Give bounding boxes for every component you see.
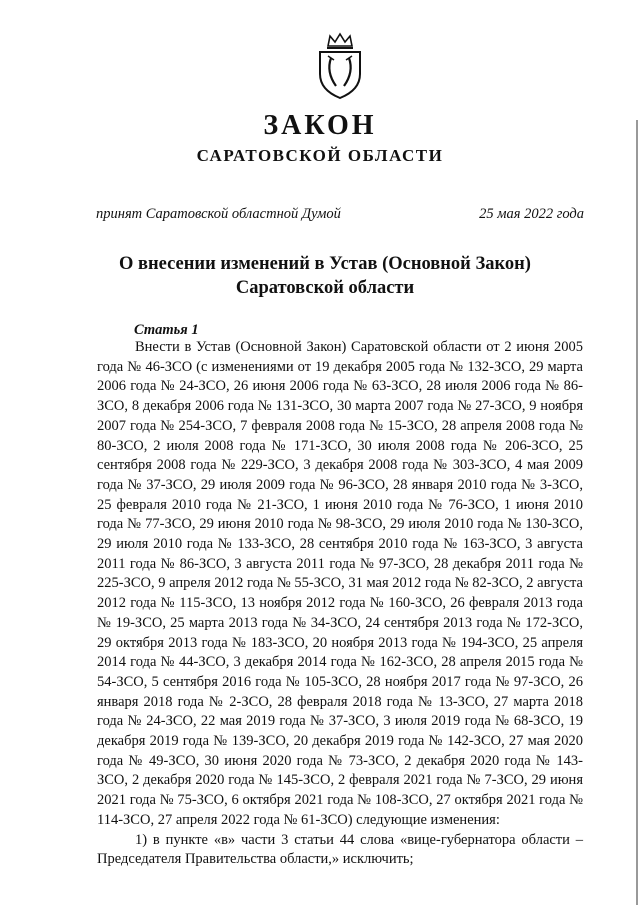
law-heading-line-1: О внесении изменений в Устав (Основной Закон) [119,254,531,274]
document-subtitle: САРАТОВСКОЙ ОБЛАСТИ [196,146,444,165]
article-paragraph-2: 1) в пункте «в» части 3 статьи 44 слова «вице-губернатора области – Председателя Правительства области,» исключить; [97,831,583,868]
law-heading [70,252,580,300]
article-label: Статья 1 [134,322,199,338]
scan-edge-line [636,120,638,905]
saratov-coat-of-arms-icon [314,32,366,100]
law-heading-line-2: Саратовской области [235,278,415,298]
adopted-by-text: принят Саратовской областной Думой [96,206,341,222]
article-body [97,338,583,870]
document-title: ЗАКОН [263,110,377,141]
article-paragraph-1: Внести в Устав (Основной Закон) Саратовской области от 2 июня 2005 года № 46-ЗСО (с изменениями от 19 декабря 2005 года № 132-ЗСО, 29 марта 2006 года № 24-ЗСО, 26 июня 2006 года № 63-ЗСО, 28 июля 2006 года № 86-ЗСО, 8 декабря 2006 года № 131-ЗСО, 30 марта 2007 года № 27-ЗСО, 9 ноября 2007 года № 254-ЗСО, 7 февраля 2008 года № 15-ЗСО, 28 апреля 2008 года № 80-ЗСО, 2 июля 2008 года № 171-ЗСО, 30 июля 2008 года № 206-ЗСО, 25 сентября 2008 года № 229-ЗСО, 3 декабря 2008 года № 303-ЗСО, 4 мая 2009 года № 37-ЗСО, 29 июля 2009 года № 96-ЗСО, 28 января 2010 года № 3-ЗСО, 25 февраля 2010 года № 21-ЗСО, 1 июня 2010 года № 76-ЗСО, 1 июня 2010 года № 77-ЗСО, 29 июня 2010 года № 98-ЗСО, 29 июля 2010 года № 130-ЗСО, 29 июля 2010 года № 133-ЗСО, 28 сентября 2010 года № 163-ЗСО, 3 августа 2011 года № 86-ЗСО, 3 августа 2011 года № 97-ЗСО, 28 декабря 2011 года № 225-ЗСО, 9 апреля 2012 года № 55-ЗСО, 31 мая 2012 года № 82-ЗСО, 2 августа 2012 года № 115-ЗСО, 13 ноября 2012 года № 160-ЗСО, 26 февраля 2013 года № 19-ЗСО, 25 марта 2013 года № 34-ЗСО, 24 сентября 2013 года № 172-ЗСО, 29 октября 2013 года № 183-ЗСО, 20 ноября 2013 года № 194-ЗСО, 25 апреля 2014 года № 44-ЗСО, 3 декабря 2014 года № 162-ЗСО, 28 апреля 2015 года № 54-ЗСО, 5 сентября 2016 года № 105-ЗСО, 28 ноября 2017 года № 97-ЗСО, 26 января 2018 года № 2-ЗСО, 28 февраля 2018 года № 13-ЗСО, 27 марта 2018 года № 24-ЗСО, 22 мая 2019 года № 37-ЗСО, 3 июля 2019 года № 68-ЗСО, 19 декабря 2019 года № 139-ЗСО, 20 декабря 2019 года № 142-ЗСО, 27 мая 2020 года № 49-ЗСО, 30 июня 2020 года № 73-ЗСО, 2 декабря 2020 года № 143-ЗСО, 2 декабря 2020 года № 145-ЗСО, 2 февраля 2021 года № 7-ЗСО, 29 июня 2021 года № 75-ЗСО, 6 октября 2021 года № 108-ЗСО, 27 октября 2021 года № 114-ЗСО, 27 апреля 2022 года № 61-ЗСО) следующие изменения: [97,339,583,828]
adoption-date: 25 мая 2022 года [479,206,584,222]
